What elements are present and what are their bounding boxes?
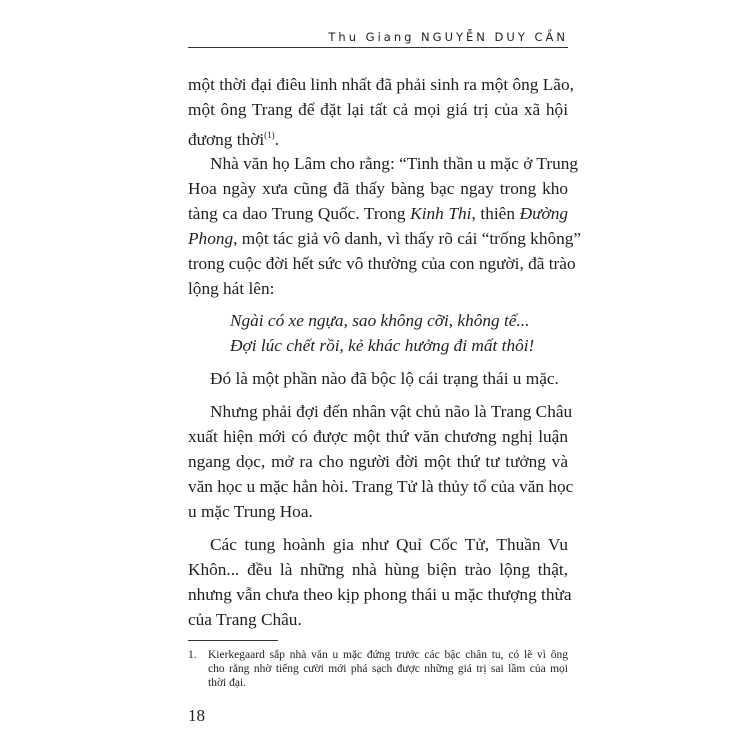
italic-text: Phong: [188, 229, 234, 248]
text: .: [274, 129, 279, 149]
text: , thiên: [471, 204, 520, 223]
poem-line: Ngài có xe ngựa, sao không cỡi, không tế...: [230, 311, 530, 330]
text-line: một ông Trang để đặt lại tất cả mọi giá trị của xã hội: [188, 100, 568, 119]
text-line: Các tung hoành gia như Quỉ Cốc Tử, Thuần Vu: [210, 535, 568, 554]
text-line: một thời đại điêu linh nhất đã phải sinh ra một ông Lão,: [188, 75, 574, 94]
text-line: của Trang Châu.: [188, 610, 302, 629]
footnote-number: 1.: [188, 649, 197, 661]
text: tàng ca dao Trung Quốc. Trong: [188, 204, 411, 223]
text: , một tác giả vô danh, vì thấy rõ cái “trống không”: [233, 229, 582, 248]
italic-text: Kinh Thi: [410, 204, 472, 223]
running-header: Thu Giang NGUYỄN DUY CẦN: [328, 30, 568, 44]
text-line: trong cuộc đời hết sức vô thường của con người, đã trào: [188, 254, 576, 273]
footnote-ref[interactable]: (1): [264, 130, 275, 140]
footnote-rule: [188, 640, 278, 641]
footnote-line: cho rằng nhờ tiếng cười mới phá sạch được những giá trị sai lầm của mọi: [208, 663, 568, 675]
italic-text: Đường: [519, 204, 569, 223]
page-number: 18: [188, 706, 205, 725]
footnote-line: thời đại.: [208, 677, 247, 689]
text-line: văn học u mặc hẳn hòi. Trang Tử là thủy tổ của văn học: [188, 477, 574, 496]
text-line: xuất hiện mới có được một thứ văn chương nghị luận: [188, 427, 568, 446]
text-line: ngang dọc, mở ra cho người đời một thứ tư tưởng và: [188, 452, 568, 471]
text-line: [188, 229, 582, 249]
footnote-line: Kierkegaard sắp nhà văn u mặc đứng trước các bậc chân tu, có lẽ vì ông: [208, 649, 568, 661]
text-line: nhưng vẫn chưa theo kịp phong thái u mặc thượng thừa: [188, 585, 572, 604]
text-line: [188, 125, 568, 150]
text-line: Đó là một phần nào đã bộc lộ cái trạng thái u mặc.: [210, 369, 559, 388]
text-line: Nhà văn họ Lâm cho rằng: “Tinh thần u mặc ở Trung: [210, 154, 579, 173]
text-line: lộng hát lên:: [188, 279, 275, 298]
text-line: Nhưng phải đợi đến nhân vật chủ não là Trang Châu: [210, 402, 573, 421]
text: đương thời: [188, 129, 265, 149]
header-rule: [188, 47, 568, 48]
text-line: u mặc Trung Hoa.: [188, 502, 313, 521]
text-line: [188, 204, 568, 224]
text-line: Khôn... đều là những nhà hùng biện trào lộng thật,: [188, 560, 568, 579]
text-line: Hoa ngày xưa cũng đã thấy bàng bạc ngay trong kho: [188, 179, 568, 198]
poem-line: Đợi lúc chết rồi, kẻ khác hưởng đi mất thôi!: [230, 336, 535, 355]
